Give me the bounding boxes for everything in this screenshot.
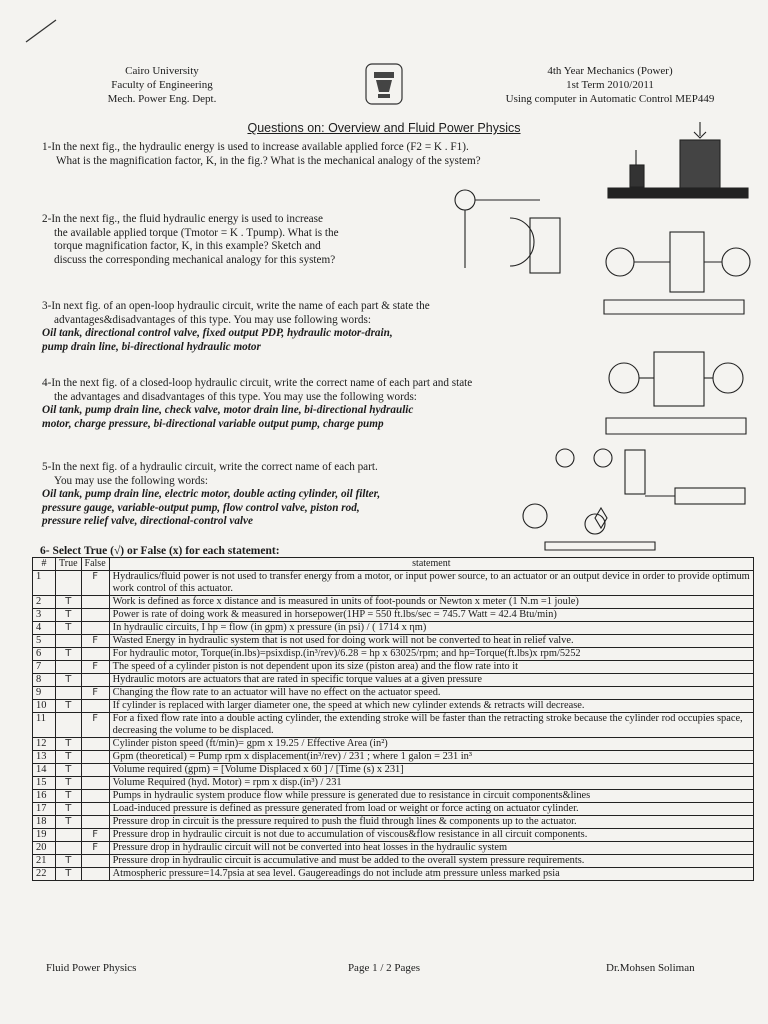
row-number: 3 [33, 609, 56, 622]
figure-closed-loop-circuit [598, 338, 758, 443]
question-line: 4-In the next fig. of a closed-loop hydraulic circuit, write the correct name of each part and state [42, 377, 473, 389]
table-row [33, 687, 754, 700]
table-row [33, 868, 754, 881]
university-header [52, 64, 272, 106]
table-row [33, 596, 754, 609]
false-mark [81, 764, 109, 777]
statement-text: Pressure drop in hydraulic circuit is not due to accumulation of viscous&flow resistance in all circuit components. [109, 829, 753, 842]
true-mark: T [56, 738, 82, 751]
true-mark: T [56, 622, 82, 635]
false-mark [81, 674, 109, 687]
question-2 [42, 213, 427, 267]
table-row [33, 829, 754, 842]
true-mark: T [56, 700, 82, 713]
question-3 [42, 300, 602, 354]
question-line: discuss the corresponding mechanical analogy for this system? [54, 253, 336, 266]
statement-text: Power is rate of doing work & measured in horsepower(1HP = 550 ft.lbs/sec = 745.7 Watt = 42.4 Btu/min) [109, 609, 753, 622]
footer-course: Fluid Power Physics [46, 962, 137, 974]
false-mark [81, 790, 109, 803]
true-mark [56, 635, 82, 648]
false-mark [81, 738, 109, 751]
question-line: 1-In the next fig., the hydraulic energy is used to increase available applied force (F2 = K . F1). [42, 141, 469, 153]
question-line: 5-In the next fig. of a hydraulic circuit, write the correct name of each part. [42, 461, 378, 473]
course-year: 4th Year Mechanics (Power) [547, 65, 673, 77]
false-mark: F [81, 571, 109, 596]
footer-author: Dr.Mohsen Soliman [606, 962, 695, 974]
statement-text: Hydraulic motors are actuators that are rated in specific torque values at a given pressure [109, 674, 753, 687]
false-mark: F [81, 829, 109, 842]
pen-mark [22, 16, 62, 46]
true-mark: T [56, 855, 82, 868]
table-row [33, 635, 754, 648]
false-mark [81, 596, 109, 609]
figure-force-multiplier [600, 120, 760, 215]
false-mark [81, 700, 109, 713]
word-list: Oil tank, pump drain line, electric motor, double acting cylinder, oil filter, [42, 488, 381, 500]
row-number: 14 [33, 764, 56, 777]
statement-text: Pressure drop in hydraulic circuit will not be converted into heat losses in the hydraulic system [109, 842, 753, 855]
course-term: 1st Term 2010/2011 [566, 79, 654, 91]
faculty-name: Faculty of Engineering [111, 79, 213, 91]
false-mark [81, 855, 109, 868]
university-logo [362, 62, 406, 108]
true-mark: T [56, 803, 82, 816]
statement-text: Cylinder piston speed (ft/min)= gpm x 19.25 / Effective Area (in²) [109, 738, 753, 751]
row-number: 15 [33, 777, 56, 790]
row-number: 16 [33, 790, 56, 803]
row-number: 1 [33, 571, 56, 596]
figure-torque-multiplier [430, 178, 580, 288]
statement-text: Hydraulics/fluid power is not used to transfer energy from a motor, or input power source, to an actuator or an output device in order to provide optimum work control of this actuator. [109, 571, 753, 596]
false-mark [81, 622, 109, 635]
row-number: 12 [33, 738, 56, 751]
word-list: pressure gauge, variable-output pump, flow control valve, piston rod, [42, 501, 360, 514]
course-header [460, 64, 760, 106]
table-row [33, 661, 754, 674]
row-number: 20 [33, 842, 56, 855]
column-header-true: True [56, 558, 82, 571]
table-row [33, 751, 754, 764]
statement-text: Changing the flow rate to an actuator will have no effect on the actuator speed. [109, 687, 753, 700]
statement-text: If cylinder is replaced with larger diameter one, the speed at which new cylinder extends & retracts will decrease. [109, 700, 753, 713]
statement-text: Pressure drop in hydraulic circuit is accumulative and must be added to the overall system pressure requirements. [109, 855, 753, 868]
question-line: 3-In next fig. of an open-loop hydraulic circuit, write the name of each part & state the [42, 300, 430, 312]
question-5 [42, 461, 512, 529]
row-number: 9 [33, 687, 56, 700]
row-number: 11 [33, 713, 56, 738]
false-mark: F [81, 842, 109, 855]
row-number: 18 [33, 816, 56, 829]
true-mark [56, 829, 82, 842]
statement-text: Load-induced pressure is defined as pressure generated from load or weight or force acting on actuator cylinder. [109, 803, 753, 816]
question-line: torque magnification factor, K, in this example? Sketch and [54, 240, 321, 252]
false-mark [81, 868, 109, 881]
true-mark [56, 842, 82, 855]
statement-text: Volume required (gpm) = [Volume Displaced x 60 ] / [Time (s) x 231] [109, 764, 753, 777]
course-title: Using computer in Automatic Control MEP449 [505, 93, 715, 105]
row-number: 22 [33, 868, 56, 881]
statement-text: For hydraulic motor, Torque(in.lbs)=psixdisp.(in³/rev)/6.28 = hp x 63025/rpm; and hp=Torque(ft.lbs)x rpm/5252 [109, 648, 753, 661]
true-mark [56, 571, 82, 596]
column-header-statement: statement [109, 558, 753, 571]
false-mark: F [81, 713, 109, 738]
true-mark [56, 687, 82, 700]
statement-text: For a fixed flow rate into a double acting cylinder, the extending stroke will be faster than the retracting stroke because the cylinder rod occupies space, decreasing the volume to be displaced. [109, 713, 753, 738]
table-row [33, 803, 754, 816]
word-list: pump drain line, bi-directional hydraulic motor [42, 340, 261, 353]
statement-text: Pumps in hydraulic system produce flow while pressure is generated due to resistance in circuit components&lines [109, 790, 753, 803]
statement-text: The speed of a cylinder piston is not dependent upon its size (piston area) and the flow rate into it [109, 661, 753, 674]
statement-text: Volume Required (hyd. Motor) = rpm x disp.(in³) / 231 [109, 777, 753, 790]
row-number: 5 [33, 635, 56, 648]
table-row [33, 777, 754, 790]
true-mark: T [56, 674, 82, 687]
true-mark: T [56, 777, 82, 790]
table-row [33, 738, 754, 751]
section-6-heading: 6- Select True (√) or False (x) for each statement: [40, 545, 280, 557]
table-row [33, 790, 754, 803]
row-number: 10 [33, 700, 56, 713]
figure-hydraulic-circuit [505, 446, 755, 551]
true-mark: T [56, 751, 82, 764]
table-row [33, 622, 754, 635]
true-mark: T [56, 648, 82, 661]
false-mark [81, 751, 109, 764]
statement-text: Work is defined as force x distance and is measured in units of foot-pounds or Newton x meter (1 N.m =1 joule) [109, 596, 753, 609]
department-name: Mech. Power Eng. Dept. [107, 93, 217, 105]
false-mark: F [81, 687, 109, 700]
table-row [33, 700, 754, 713]
false-mark [81, 816, 109, 829]
true-mark: T [56, 764, 82, 777]
table-row [33, 609, 754, 622]
false-mark [81, 777, 109, 790]
true-mark: T [56, 596, 82, 609]
row-number: 2 [33, 596, 56, 609]
table-row [33, 842, 754, 855]
statement-text: Gpm (theoretical) = Pump rpm x displacement(in³/rev) / 231 ; where 1 galon = 231 in³ [109, 751, 753, 764]
table-row [33, 855, 754, 868]
table-row [33, 571, 754, 596]
word-list: pressure relief valve, directional-control valve [42, 515, 253, 527]
question-line: What is the magnification factor, K, in the fig.? What is the mechanical analogy of the system? [56, 154, 481, 167]
true-mark: T [56, 790, 82, 803]
word-list: motor, charge pressure, bi-directional variable output pump, charge pump [42, 417, 384, 430]
row-number: 4 [33, 622, 56, 635]
false-mark [81, 803, 109, 816]
true-false-table [32, 557, 754, 881]
row-number: 8 [33, 674, 56, 687]
footer-page-number: Page 1 / 2 Pages [347, 962, 421, 974]
statement-text: Atmospheric pressure=14.7psia at sea level. Gaugereadings do not include atm pressure unless marked psia [109, 868, 753, 881]
word-list: Oil tank, directional control valve, fixed output PDP, hydraulic motor-drain, [42, 327, 393, 339]
question-line: advantages&disadvantages of this type. You may use following words: [54, 313, 371, 326]
column-header-false: False [81, 558, 109, 571]
false-mark: F [81, 635, 109, 648]
question-1 [42, 141, 602, 168]
table-row [33, 674, 754, 687]
table-body [33, 571, 754, 881]
statement-text: Wasted Energy in hydraulic system that is not used for doing work will not be converted to heat in relief valve. [109, 635, 753, 648]
true-mark: T [56, 816, 82, 829]
row-number: 17 [33, 803, 56, 816]
page-title: Questions on: Overview and Fluid Power Physics [247, 121, 521, 135]
false-mark [81, 648, 109, 661]
row-number: 6 [33, 648, 56, 661]
university-name: Cairo University [125, 65, 199, 77]
true-mark: T [56, 609, 82, 622]
false-mark [81, 609, 109, 622]
statement-text: Pressure drop in circuit is the pressure required to push the fluid through lines & components up to the actuator. [109, 816, 753, 829]
column-header-number: # [33, 558, 56, 571]
question-line: You may use the following words: [54, 474, 208, 487]
table-row [33, 713, 754, 738]
true-mark [56, 661, 82, 674]
question-4 [42, 377, 602, 431]
row-number: 19 [33, 829, 56, 842]
figure-open-loop-circuit [596, 212, 756, 332]
word-list: Oil tank, pump drain line, check valve, motor drain line, bi-directional hydraulic [42, 404, 414, 416]
table-row [33, 648, 754, 661]
question-line: 2-In the next fig., the fluid hydraulic energy is used to increase [42, 213, 323, 225]
statement-text: In hydraulic circuits, I hp = flow (in gpm) x pressure (in psi) / ( 1714 x ηm) [109, 622, 753, 635]
false-mark: F [81, 661, 109, 674]
row-number: 21 [33, 855, 56, 868]
row-number: 13 [33, 751, 56, 764]
table-header-row [33, 558, 754, 571]
question-line: the advantages and disadvantages of this type. You may use the following words: [54, 390, 417, 403]
table-row [33, 816, 754, 829]
row-number: 7 [33, 661, 56, 674]
true-mark: T [56, 868, 82, 881]
true-mark [56, 713, 82, 738]
question-line: the available applied torque (Tmotor = K . Tpump). What is the [54, 226, 339, 239]
table-row [33, 764, 754, 777]
